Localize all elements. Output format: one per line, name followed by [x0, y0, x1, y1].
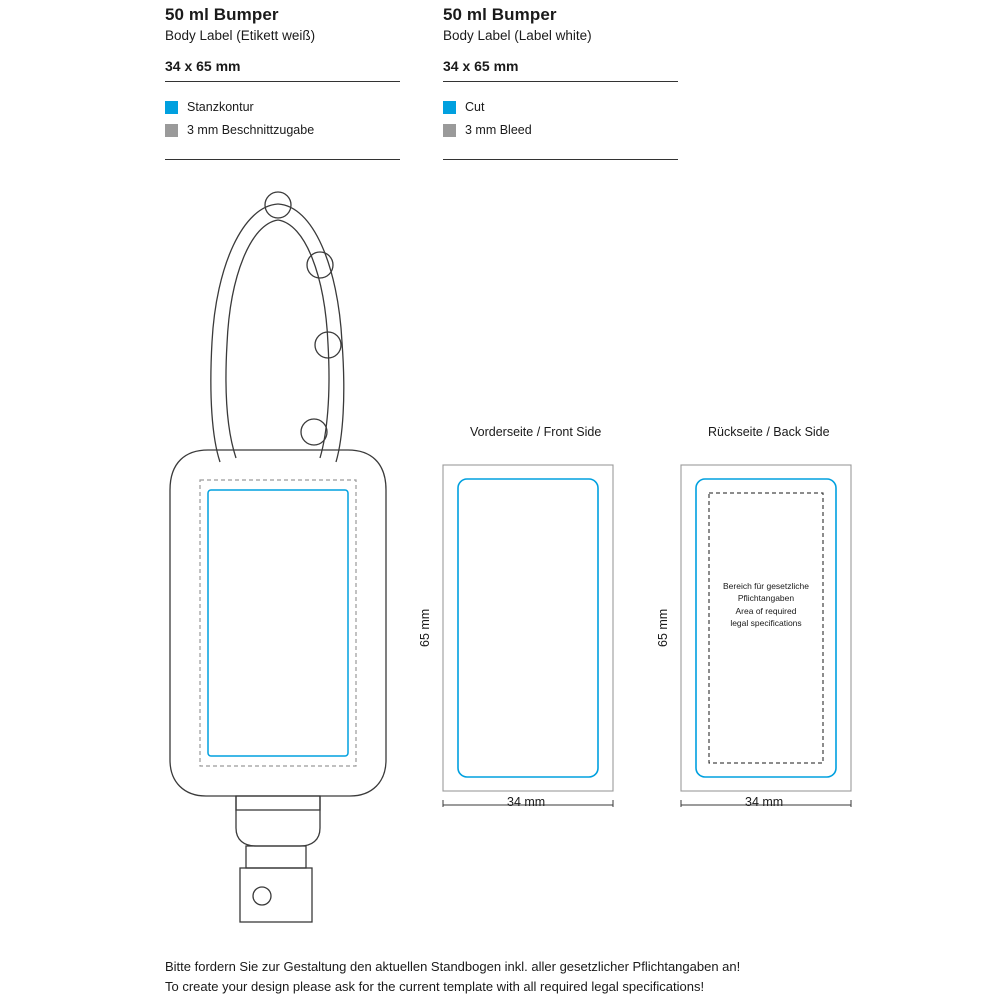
legal-text-line-4: legal specifications: [730, 617, 802, 628]
pump-hole: [253, 887, 271, 905]
legend-english-title: 50 ml Bumper: [443, 5, 557, 24]
front-bleed-box: [443, 465, 613, 791]
legal-text-line-2: Pflichtangaben: [737, 593, 795, 604]
legend-german-divider-bottom: [165, 159, 400, 160]
legend-german-subtitle: Body Label (Etikett weiß): [165, 28, 316, 44]
back-height-label: 65 mm: [656, 608, 670, 647]
bottle-label-bleed-area: [200, 480, 356, 766]
legend-german-title: 50 ml Bumper: [165, 5, 279, 24]
legend-german: [165, 0, 400, 160]
legal-specifications-text: [686, 580, 846, 629]
bottle-collar: [236, 796, 320, 810]
cut-color-swatch: [165, 101, 178, 114]
front-cut-box: [458, 479, 598, 777]
bottle-body-outline: [170, 450, 386, 796]
pump-clip: [240, 868, 312, 922]
legend-english-row-bleed-label: 3 mm Bleed: [465, 123, 532, 138]
footer-note-german: Bitte fordern Sie zur Gestaltung den aktuellen Standbogen inkl. aller gesetzlicher Pflichtangaben an!: [165, 959, 741, 974]
bleed-color-swatch: [443, 124, 456, 137]
legal-text-line-3: Area of required: [735, 605, 797, 616]
bottle-technical-drawing: [150, 180, 410, 940]
pump-base: [246, 846, 306, 868]
strap-bead-lower: [301, 419, 327, 445]
footer-note-english: To create your design please ask for the current template with all required legal specifications!: [165, 978, 705, 994]
strap-inner-left: [226, 220, 278, 458]
front-side-artwork: [440, 447, 640, 807]
bottle-neck-outline: [236, 796, 320, 846]
legal-text-line-1: Bereich für gesetzliche: [723, 581, 809, 591]
legend-english: [443, 0, 678, 160]
legend-german-row-bleed-label: 3 mm Beschnittzugabe: [187, 123, 315, 138]
legend-english-row-cut-label: Cut: [465, 100, 485, 115]
bleed-color-swatch: [165, 124, 178, 137]
back-width-label: 34 mm: [745, 795, 784, 809]
legend-german-size: 34 x 65 mm: [165, 57, 241, 74]
front-side-panel: [418, 425, 640, 815]
back-side-caption: Rückseite / Back Side: [708, 425, 830, 439]
legend-english-row-cut: [443, 96, 678, 119]
legend-english-row-bleed: [443, 119, 678, 142]
bottle-label-cut-area: [208, 490, 348, 756]
strap-bead-top: [265, 192, 291, 218]
legend-german-row-bleed: [165, 119, 400, 142]
front-side-caption: Vorderseite / Front Side: [470, 425, 602, 439]
legend-english-divider-bottom: [443, 159, 678, 160]
legend-english-subtitle: Body Label (Label white): [443, 28, 592, 44]
legend-english-size: 34 x 65 mm: [443, 57, 519, 74]
strap-outer-left: [211, 204, 278, 462]
legend-german-row-cut: [165, 96, 400, 119]
back-side-panel: [656, 425, 878, 815]
strap-inner-right: [278, 220, 329, 458]
cut-color-swatch: [443, 101, 456, 114]
front-width-label: 34 mm: [507, 795, 546, 809]
front-height-label: 65 mm: [418, 608, 432, 647]
legend-german-row-cut-label: Stanzkontur: [187, 100, 254, 115]
footer-note: [165, 957, 740, 996]
